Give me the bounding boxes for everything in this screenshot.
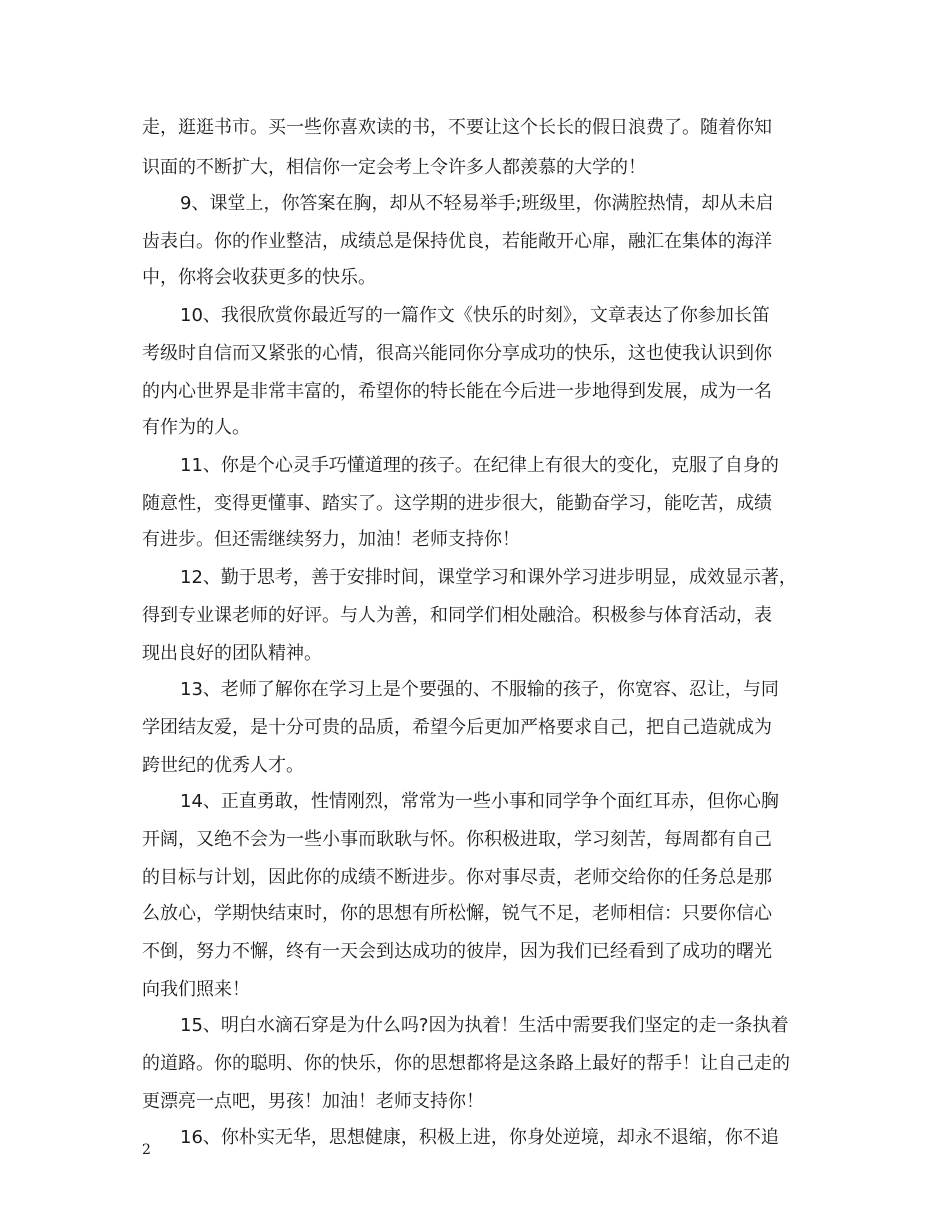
text-line: 有进步。但还需继续努力，加油！老师支持你！ bbox=[142, 529, 520, 550]
page-number: 2 bbox=[142, 1142, 151, 1158]
text-line: 的道路。你的聪明、你的快乐，你的思想都将是这条路上最好的帮手！让自己走的 bbox=[142, 1053, 790, 1074]
text-line: 向我们照来！ bbox=[142, 979, 250, 1000]
text-line: 齿表白。你的作业整洁，成绩总是保持优良，若能敞开心扉，融汇在集体的海洋 bbox=[142, 231, 772, 252]
paragraph-9-line-1: 9、课堂上，你答案在胸，却从不轻易举手;班级里，你满腔热情，却从未启 bbox=[180, 193, 774, 214]
text-line: 么放心，学期快结束时，你的思想有所松懈，锐气不足，老师相信：只要你信心 bbox=[142, 903, 772, 924]
paragraph-13-line-1: 13、老师了解你在学习上是个要强的、不服输的孩子，你宽容、忍让，与同 bbox=[180, 679, 779, 700]
text-line: 不倒，努力不懈，终有一天会到达成功的彼岸，因为我们已经看到了成功的曙光 bbox=[142, 941, 772, 962]
text-line: 识面的不断扩大，相信你一定会考上令许多人都羡慕的大学的！ bbox=[142, 157, 646, 178]
text-line: 得到专业课老师的好评。与人为善，和同学们相处融洽。积极参与体育活动，表 bbox=[142, 605, 772, 626]
paragraph-15-line-1: 15、明白水滴石穿是为什么吗?因为执着！生活中需要我们坚定的走一条执着 bbox=[180, 1015, 789, 1036]
text-line: 的目标与计划，因此你的成绩不断进步。你对事尽责，老师交给你的任务总是那 bbox=[142, 867, 772, 888]
text-line: 开阔，又绝不会为一些小事而耿耿与怀。你积极进取，学习刻苦，每周都有自己 bbox=[142, 829, 772, 850]
text-line: 中，你将会收获更多的快乐。 bbox=[142, 267, 376, 288]
paragraph-16-line-1: 16、你朴实无华，思想健康，积极上进，你身处逆境，却永不退缩，你不追 bbox=[180, 1127, 779, 1148]
text-line: 的内心世界是非常丰富的，希望你的特长能在今后进一步地得到发展，成为一名 bbox=[142, 381, 772, 402]
text-line: 学团结友爱，是十分可贵的品质，希望今后更加严格要求自己，把自己造就成为 bbox=[142, 717, 772, 738]
text-line: 跨世纪的优秀人才。 bbox=[142, 755, 304, 776]
text-line: 现出良好的团队精神。 bbox=[142, 643, 322, 664]
text-line: 走，逛逛书市。买一些你喜欢读的书，不要让这个长长的假日浪费了。随着你知 bbox=[142, 117, 772, 138]
text-line: 更漂亮一点吧，男孩！加油！老师支持你！ bbox=[142, 1091, 484, 1112]
paragraph-12-line-1: 12、勤于思考，善于安排时间，课堂学习和课外学习进步明显，成效显示著， bbox=[180, 567, 797, 588]
paragraph-11-line-1: 11、你是个心灵手巧懂道理的孩子。在纪律上有很大的变化，克服了自身的 bbox=[180, 455, 779, 476]
paragraph-10-line-1: 10、我很欣赏你最近写的一篇作文《快乐的时刻》，文章表达了你参加长笛 bbox=[180, 305, 770, 326]
text-line: 考级时自信而又紧张的心情，很高兴能同你分享成功的快乐，这也使我认识到你 bbox=[142, 343, 772, 364]
text-line: 有作为的人。 bbox=[142, 417, 250, 438]
paragraph-14-line-1: 14、正直勇敢，性情刚烈，常常为一些小事和同学争个面红耳赤，但你心胸 bbox=[180, 791, 779, 812]
text-line: 随意性，变得更懂事、踏实了。这学期的进步很大，能勤奋学习，能吃苦，成绩 bbox=[142, 493, 772, 514]
